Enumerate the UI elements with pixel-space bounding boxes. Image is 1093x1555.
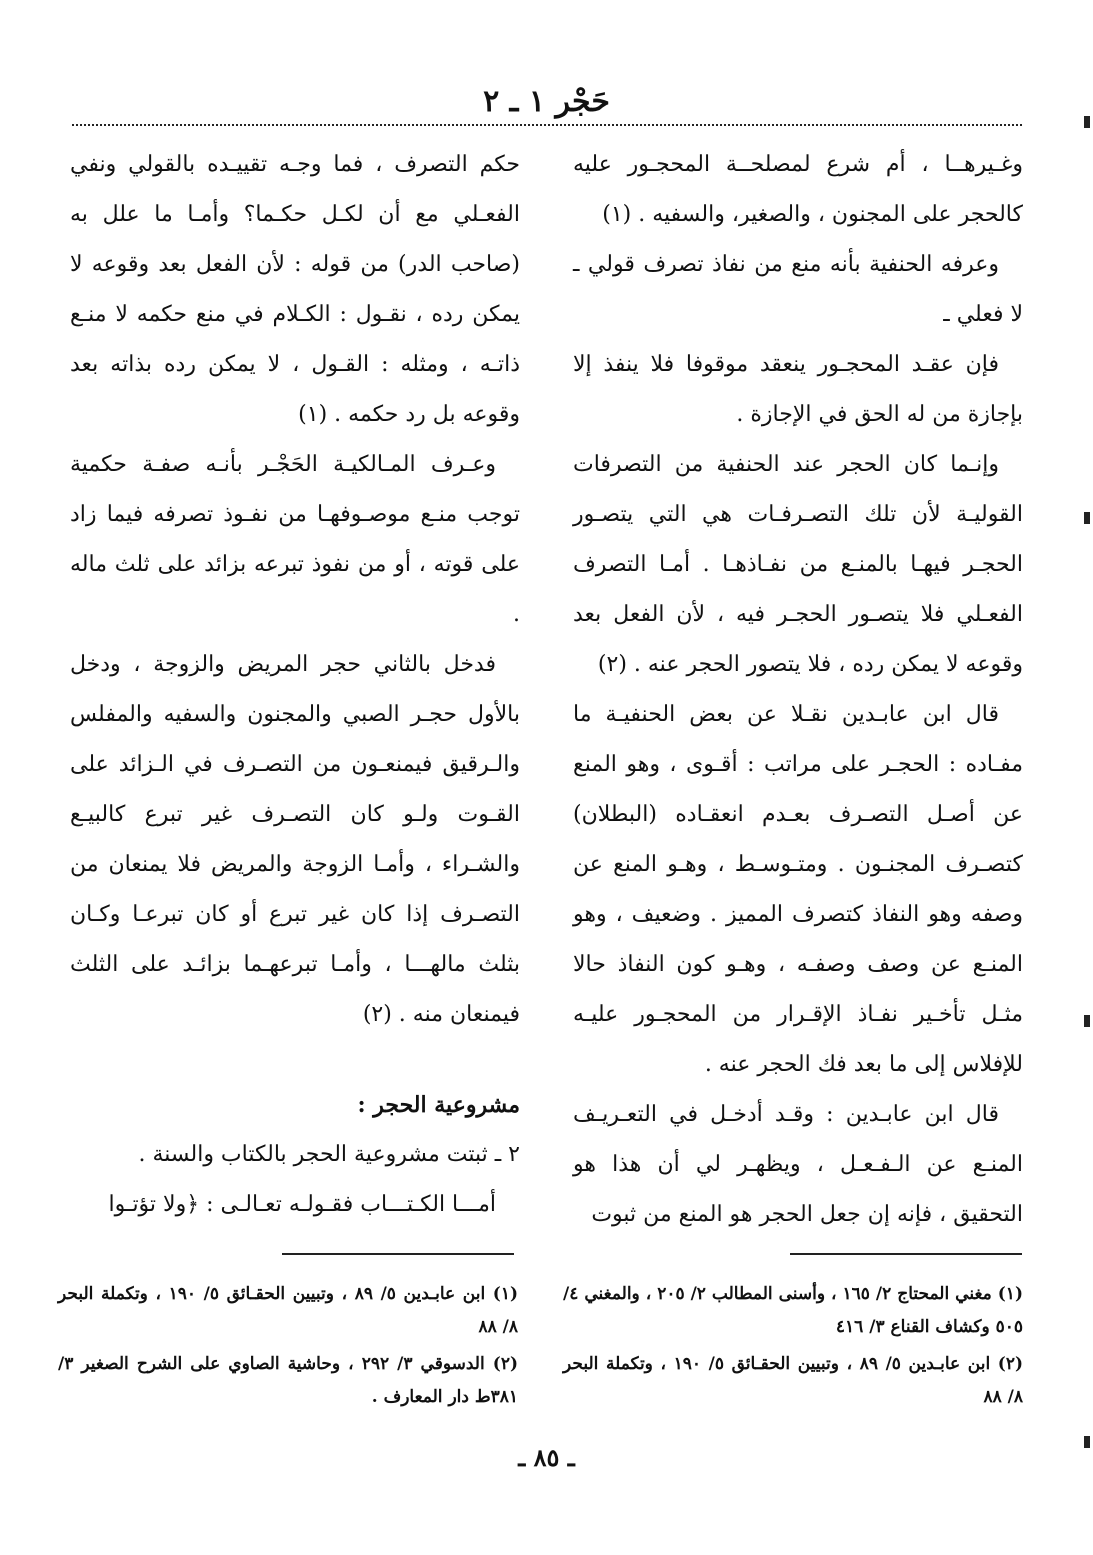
- footnote: (٢) ابن عابـدين ٥/ ٨٩ ، وتبيين الحقـائق ٥/ ١٩٠ ، وتكملة البحر ٨/ ٨٨: [563, 1354, 1024, 1407]
- paragraph: وإنـما كان الحجر عند الحنفية من التصرفات القوليـة لأن تلك التصـرفـات هي التي يتصـور الحجـر فيهـا بالمنـع من نفـاذهـا . أمـا التصرف الفعـلي فلا يتصـور الحجـر فيه ، لأن الفعل بعد وقوعه لا يمكن رده ، فلا يتصور الحجر عنه . (٢): [573, 452, 1023, 677]
- edge-mark: [1084, 116, 1090, 128]
- page-number: ـ ٨٥ ـ: [518, 1443, 575, 1472]
- footnote: (٢) الدسوقي ٣/ ٢٩٢ ، وحاشية الصاوي على الشرح الصغير ٣/ ٣٨١ط دار المعارف .: [58, 1354, 518, 1407]
- header-dotted-rule: [72, 124, 1022, 126]
- paragraph: وعرفه الحنفية بأنه منع من نفاذ تصرف قولي ـ لا فعلي ـ: [573, 252, 1023, 327]
- paragraph: قال ابن عابـدين : وقـد أدخـل في التعـريـف المنـع عن الـفـعـل ، ويظهـر لي أن هذا هو التحقيق ، فإنه إن جعل الحجر هو المنع من ثبوت: [573, 1102, 1023, 1227]
- paragraph: وعـرف المـالكيـة الحَجْـر بأنـه صفـة حكمية توجب منـع موصـوفهـا من نفـوذ تصرفه فيما زاد على قوته ، أو من نفوذ تبرعه بزائد على ثلث ماله .: [70, 452, 520, 627]
- footnote: (١) ابن عابـدين ٥/ ٨٩ ، وتبيين الحقـائق ٥/ ١٩٠ ، وتكملة البحر ٨/ ٨٨: [58, 1284, 519, 1337]
- edge-mark: [1084, 1015, 1090, 1027]
- paragraph: فدخل بالثاني حجر المريض والزوجة ، ودخل بالأول حجـر الصبي والمجنون والسفيه والمفلس والـرقيق فيمنعـون من التصـرف في الـزائد على القـوت ولـو كان التصـرف غير تبرع كالبيـع والشـراء ، وأمـا الزوجة والمريض فلا يمنعان من التصـرف إذا كان غير تبرع أو كان تبرعـا وكـان بثلث مالهـــا ، وأمـا تبرعهـما بزائـد على الثلث فيمنعان منه . (٢): [70, 652, 520, 1027]
- footnote-rule: [282, 1253, 514, 1255]
- running-header: حَجْر ١ ـ ٢: [483, 84, 610, 119]
- paragraph: وغـيرهــا ، أم شرع لمصلحــة المحجـور عليه كالحجر على المجنون ، والصغير، والسفيه . (١): [573, 152, 1023, 227]
- footnotes-left: [58, 1278, 518, 1418]
- paragraph: فإن عقـد المحجـور ينعقد موقوفا فلا ينفذ إلا بإجازة من له الحق في الإجازة .: [573, 352, 1023, 427]
- section-heading: مشروعية الحجر :: [357, 1092, 520, 1118]
- edge-mark: [1084, 1436, 1090, 1448]
- left-text-column: [70, 140, 520, 1230]
- paragraph: أمـــا الكـتـــاب فقـولـه تعـالـى : ﴿ولا تؤتـوا: [108, 1192, 496, 1217]
- paragraph: ٢ ـ ثبتت مشروعية الحجر بالكتاب والسنة .: [138, 1142, 520, 1167]
- paragraph: قال ابن عابـدين نقـلا عن بعض الحنفيـة ما مفـاده : الحجـر على مراتب : أقـوى ، وهو المنع عن أصـل التصـرف بعـدم انعقـاده (البطلان) كتصـرف المجنـون . ومتـوسـط ، وهـو المنع عن وصفه وهو النفاذ كتصرف المميز . وضعيف ، وهو المنـع عن وصف وصفـه ، وهـو كون النفاذ حالا مثـل تأخـير نفـاذ الإقـرار من المحجـور عليـه للإفلاس إلى ما بعد فك الحجر عنه .: [573, 702, 1023, 1077]
- footnote-rule: [790, 1253, 1022, 1255]
- right-text-column: [573, 140, 1023, 1240]
- footnote: (١) مغني المحتاج ٢/ ١٦٥ ، وأسنى المطالب ٢/ ٢٠٥ ، والمغني ٤/ ٥٠٥ وكشاف القناع ٣/ ٤١٦: [563, 1284, 1023, 1337]
- footnotes-right: [563, 1278, 1023, 1418]
- paragraph: حكم التصرف ، فما وجـه تقييـده بالقولي ونفي الفعـلي مع أن لكـل حكـما؟ وأمـا ما علل به (صاحب الدر) من قوله : لأن الفعل بعد وقوعه لا يمكن رده ، نقـول : الكـلام في منع حكمه لا منـع ذاتـه ، ومثله : القـول ، لا يمكن رده بذاته بعد وقوعه بل رد حكمه . (١): [70, 152, 520, 427]
- edge-mark: [1084, 512, 1090, 524]
